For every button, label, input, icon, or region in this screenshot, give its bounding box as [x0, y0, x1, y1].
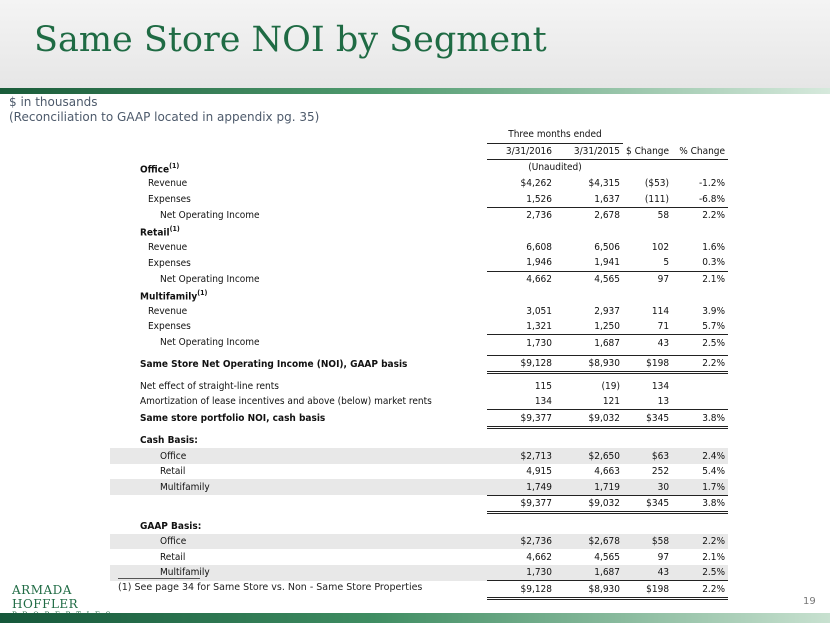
cell-value: (19): [601, 380, 620, 392]
cell-value: -1.2%: [698, 178, 726, 190]
table-row: [110, 534, 728, 550]
column-header-row: [110, 143, 728, 160]
cell-value: 4,662: [526, 551, 552, 563]
table-row: [110, 255, 728, 271]
cell-value: 2.4%: [672, 448, 728, 464]
header-band: [0, 0, 830, 88]
row-label: Multifamily: [110, 479, 487, 495]
company-logo: [12, 583, 117, 609]
cell-value: 1,526: [487, 191, 555, 207]
cell-value: $8,930: [555, 581, 623, 599]
cell-value: 43: [657, 337, 670, 349]
cell-value: 2.1%: [702, 273, 726, 285]
page-title: Same Store NOI by Segment: [34, 20, 547, 60]
cell-value: 1,687: [555, 565, 623, 581]
cell-value: $2,650: [555, 448, 623, 464]
header-group-row: [110, 127, 728, 143]
amortization-row: [110, 394, 728, 410]
table-row: [110, 319, 728, 335]
col-header-dollar-change: $ Change: [623, 143, 672, 160]
cell-value: (111): [623, 191, 672, 207]
cell-value: 1,730: [487, 565, 555, 581]
cell-value: 1,946: [487, 255, 555, 271]
cell-value: 134: [487, 394, 555, 410]
cell-value: $345: [623, 410, 672, 428]
row-label: Revenue: [148, 305, 188, 317]
cell-value: $9,032: [555, 495, 623, 513]
cell-value: $4,262: [520, 178, 552, 190]
section-heading: GAAP Basis:: [140, 520, 202, 532]
cell-value: 2,937: [594, 305, 620, 317]
cell-value: 102: [651, 241, 670, 253]
cell-value: $8,930: [555, 355, 623, 373]
row-label: Net effect of straight-line rents: [140, 380, 279, 392]
subtitle-units: $ in thousands: [9, 95, 98, 109]
cell-value: 1,250: [555, 319, 623, 335]
cash-basis-total-row: [110, 495, 728, 513]
cell-value: 2.2%: [672, 355, 728, 373]
cash-basis-heading-row: [110, 433, 728, 449]
cell-value: $2,678: [555, 534, 623, 550]
cell-value: 13: [623, 394, 672, 410]
row-label: Expenses: [148, 193, 191, 205]
col-header-pct-change: % Change: [672, 143, 728, 160]
cell-value: $345: [623, 495, 672, 513]
row-label: Retail: [160, 466, 186, 478]
row-label: Same store portfolio NOI, cash basis: [140, 413, 326, 425]
cell-value: 6,608: [526, 241, 552, 253]
cell-value: 43: [623, 565, 672, 581]
section-heading: Cash Basis:: [140, 435, 198, 447]
logo-line-1: ARMADA HOFFLER: [12, 583, 79, 611]
cell-value: $9,377: [487, 495, 555, 513]
cell-value: $198: [623, 581, 672, 599]
cell-value: 1.7%: [672, 479, 728, 495]
cell-value: 114: [651, 305, 670, 317]
cell-value: 5.7%: [672, 319, 728, 335]
same-store-gaap-row: [110, 355, 728, 373]
table-row: [110, 549, 728, 565]
cell-value: 97: [657, 551, 670, 563]
page-number: 19: [803, 596, 816, 607]
segment-row-retail: [110, 223, 728, 239]
col-header-2015: 3/31/2015: [555, 143, 623, 160]
table-row: [110, 335, 728, 351]
cell-value: 3.8%: [672, 410, 728, 428]
cell-value: 58: [657, 210, 670, 222]
col-header-2016: 3/31/2016: [487, 143, 555, 160]
cell-value: $9,377: [487, 410, 555, 428]
cell-value: 97: [657, 273, 670, 285]
cell-value: 1,719: [555, 479, 623, 495]
cell-value: 1,730: [526, 337, 552, 349]
cell-value: 2,678: [594, 210, 620, 222]
footnote-ref: (1): [169, 225, 180, 234]
cell-value: 115: [534, 380, 552, 392]
cell-value: 2.2%: [672, 534, 728, 550]
footnote: (1) See page 34 for Same Store vs. Non - Same Store Properties: [118, 582, 423, 593]
cell-value: 134: [651, 380, 670, 392]
cell-value: 6,506: [594, 241, 620, 253]
row-label: Revenue: [148, 178, 188, 190]
cell-value: 0.3%: [672, 255, 728, 271]
portfolio-cash-row: [110, 410, 728, 428]
cell-value: [672, 378, 728, 394]
cell-value: 2.2%: [702, 210, 726, 222]
cell-value: 3,051: [526, 305, 552, 317]
cell-value: 121: [555, 394, 623, 410]
segment-name: Retail: [140, 227, 170, 239]
cell-value: 2,736: [526, 210, 552, 222]
row-label: Office: [110, 534, 487, 550]
row-label: Net Operating Income: [160, 273, 260, 285]
row-label: Expenses: [148, 321, 191, 333]
segment-row-office: [110, 160, 728, 176]
cell-value: 5: [623, 255, 672, 271]
table-row: [110, 176, 728, 192]
cell-value: 2.5%: [702, 337, 726, 349]
cell-value: 2.2%: [672, 581, 728, 599]
header-group: Three months ended: [487, 127, 623, 143]
cell-value: $198: [623, 355, 672, 373]
row-label: Office: [110, 448, 487, 464]
cell-value: 252: [651, 466, 670, 478]
cell-value: $9,032: [555, 410, 623, 428]
cell-value: 1.6%: [702, 241, 726, 253]
cell-value: 4,662: [526, 273, 552, 285]
cell-value: $9,128: [487, 355, 555, 373]
cell-value: 30: [623, 479, 672, 495]
row-label: Expenses: [148, 257, 191, 269]
row-label: Retail: [160, 551, 186, 563]
cell-value: [672, 394, 728, 410]
table-row: [110, 448, 728, 464]
footnote-ref: (1): [169, 161, 180, 170]
row-label: Amortization of lease incentives and above (below) market rents: [140, 396, 432, 408]
cell-value: 3.8%: [672, 495, 728, 513]
cell-value: 1,321: [487, 319, 555, 335]
table-row: [110, 191, 728, 207]
cell-value: $63: [623, 448, 672, 464]
cell-value: 4,565: [594, 551, 620, 563]
gaap-basis-heading-row: [110, 518, 728, 534]
row-label: Revenue: [148, 241, 188, 253]
table-row: [110, 565, 728, 581]
cell-value: $9,128: [487, 581, 555, 599]
table-row: [110, 303, 728, 319]
cell-value: 1,941: [555, 255, 623, 271]
table-row: [110, 464, 728, 480]
cell-value: 3.9%: [702, 305, 726, 317]
cell-value: 4,565: [594, 273, 620, 285]
footer-accent-bar: [0, 613, 830, 623]
cell-value: -6.8%: [672, 191, 728, 207]
table-row: [110, 207, 728, 223]
segment-row-multifamily: [110, 287, 728, 303]
row-label: Net Operating Income: [160, 209, 260, 221]
segment-name: Multifamily: [140, 291, 198, 303]
row-label: Net Operating Income: [160, 337, 260, 349]
header-accent-bar: [0, 88, 830, 94]
cell-value: 4,663: [594, 466, 620, 478]
cell-value: 1,749: [487, 479, 555, 495]
cell-value: $4,315: [588, 178, 620, 190]
cell-value: 4,915: [526, 466, 552, 478]
cell-value: 2.1%: [702, 551, 726, 563]
row-label: Same Store Net Operating Income (NOI), GAAP basis: [140, 358, 408, 370]
footnote-ref: (1): [197, 289, 208, 298]
table-row: [110, 271, 728, 287]
segment-name: Office: [140, 163, 170, 175]
straight-line-row: [110, 378, 728, 394]
table-row: [110, 479, 728, 495]
cell-value: $2,713: [487, 448, 555, 464]
cell-value: 5.4%: [702, 466, 726, 478]
cell-value: 1,637: [555, 191, 623, 207]
noi-table: [110, 127, 728, 600]
table-row: [110, 240, 728, 256]
subtitle-reconciliation: (Reconciliation to GAAP located in appendix pg. 35): [9, 110, 320, 124]
cell-value: $58: [623, 534, 672, 550]
cell-value: ($53): [644, 178, 670, 190]
footnote-divider: [118, 578, 200, 579]
cell-value: 2.5%: [672, 565, 728, 581]
cell-value: 1,687: [594, 337, 620, 349]
unaudited-label: (Unaudited): [528, 162, 582, 174]
cell-value: $2,736: [487, 534, 555, 550]
row-label: Multifamily: [110, 565, 487, 581]
cell-value: 71: [623, 319, 672, 335]
